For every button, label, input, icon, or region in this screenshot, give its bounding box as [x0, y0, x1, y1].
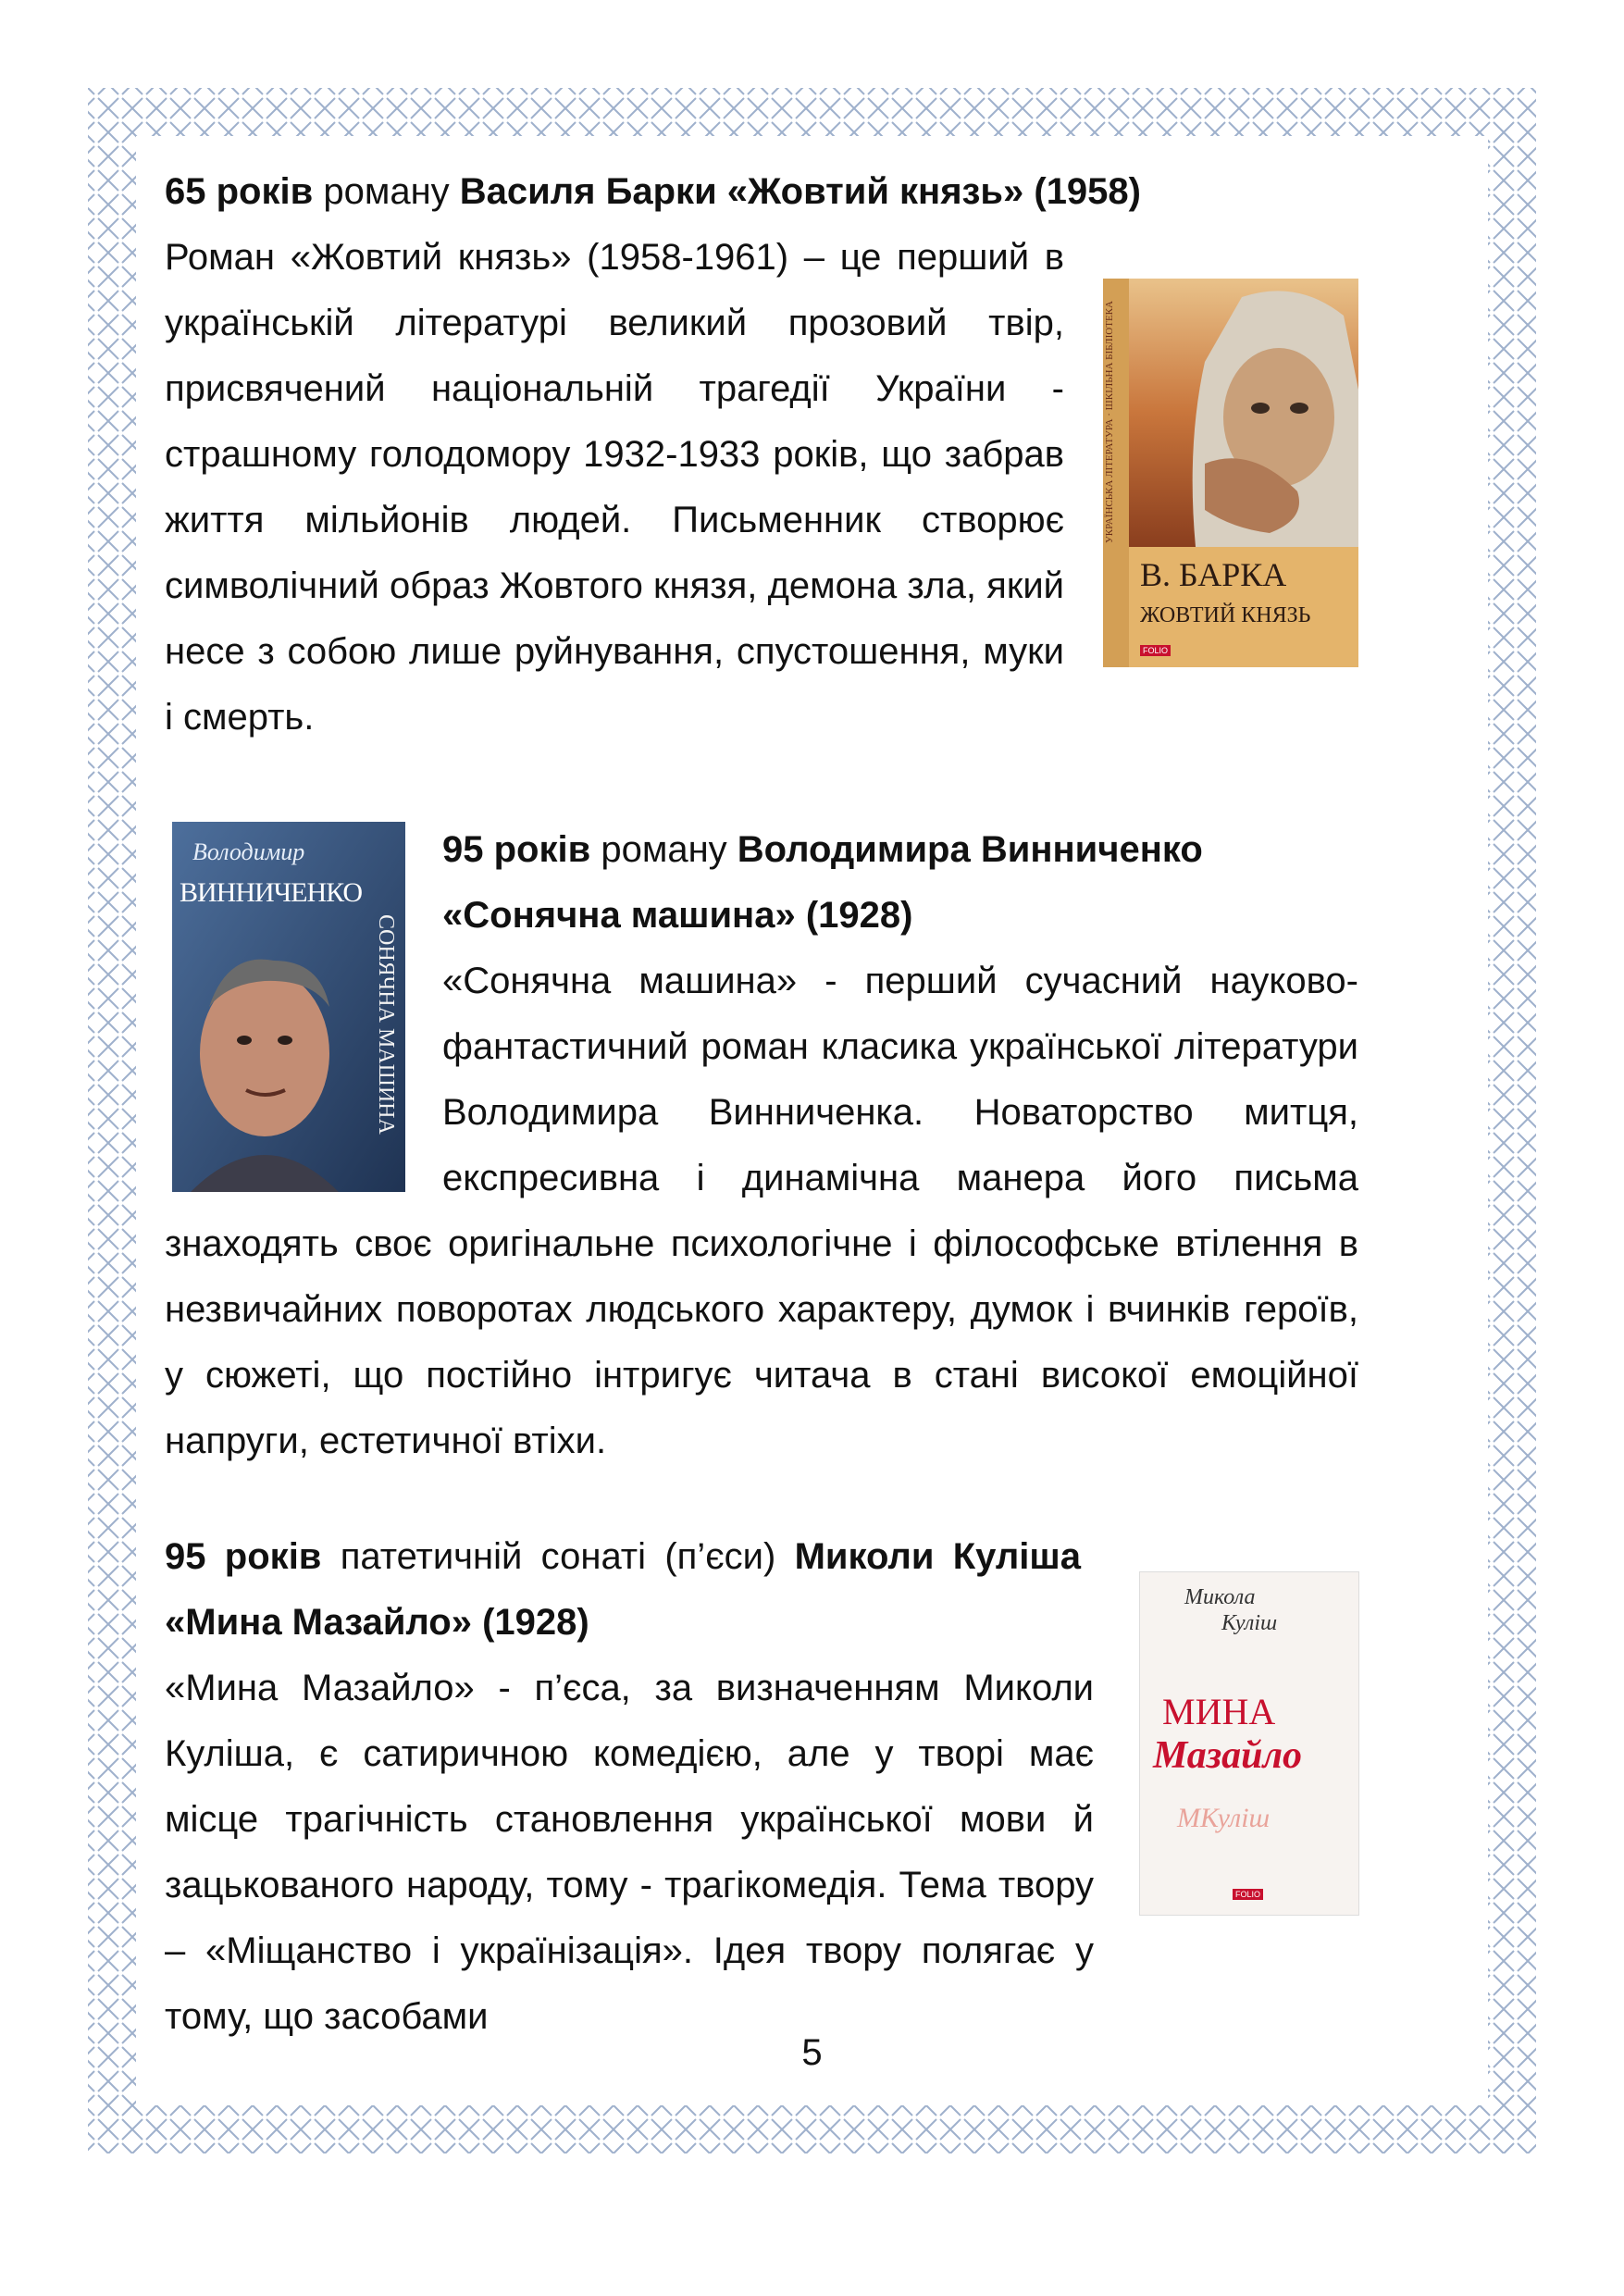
text-vynnychenko: «Сонячна машина» - перший сучасний науково-фантастичний роман класика української літератури Володимира Винниченка. Новаторство митця, експресивна і динамічна манера його письма знаходять своє оригінальне психологічне і філософське втілення в незвичайних поворотах людського характеру, думок і вчинків героїв, у сюжеті, що постійно інтригує читача в стані високої емоційної напруги, естетичної втіхи.: [165, 961, 1358, 1461]
section-vynnychenko: [442, 817, 1358, 949]
text-barka: Роман «Жовтий князь» (1958-1961) – це перший в українській літературі великий прозовий твір, присвячений національній трагедії України - страшному голодомору 1932-1933 років, що забрав життя мільйонів людей. Письменник створює символічний образ Жовтого князя, демона зла, який несе з собою лише руйнування, спустошення, муки і смерть.: [165, 237, 1064, 738]
body-vynnychenko: [165, 949, 1358, 1474]
body-barka: [165, 225, 1358, 751]
cover-first-name: Володимир: [192, 838, 305, 865]
heading-vynnychenko: 95 років роману Володимира Винниченко: [442, 829, 1203, 870]
cover-surname: ВИННИЧЕНКО: [180, 877, 363, 908]
book-cover-myna-mazailo: [1140, 1572, 1358, 1915]
cover-title: ЖОВТИЙ КНЯЗЬ: [1140, 603, 1311, 627]
publisher-logo: FOLIO: [1233, 1889, 1263, 1900]
cover-signature: МКуліш: [1177, 1803, 1271, 1833]
cover-title-line2: Мазайло: [1153, 1734, 1303, 1777]
cover-vertical-title: СОНЯЧНА МАШИНА: [374, 914, 398, 1135]
cover-author-line2: Куліш: [1221, 1611, 1278, 1635]
section-kulish: [165, 1524, 1081, 1656]
book-cover-zhovtyi-kniaz: [1103, 279, 1358, 667]
cover-author-line1: Микола: [1184, 1585, 1256, 1609]
section-barka: [165, 159, 1358, 225]
publisher-logo: FOLIO: [1140, 645, 1171, 656]
heading-kulish: 95 років патетичній сонаті (п’єси) Миколи Куліша «Мина Мазайло» (1928): [165, 1536, 1081, 1643]
page-number: 5: [801, 2032, 823, 2073]
cover-author: В. БАРКА: [1140, 556, 1287, 593]
heading-barka: 65 років роману Василя Барки «Жовтий князь» (1958): [165, 171, 1141, 212]
text-kulish: «Мина Мазайло» - п’єса, за визначенням Миколи Куліша, є сатиричною комедією, але у творі має місце трагічність становлення української мови й зацькованого народу, тому - трагікомедія. Тема твору – «Міщанство і українізація». Ідея твору полягає у тому, що засобами: [165, 1668, 1094, 2037]
title-vynnychenko: «Сонячна машина» (1928): [442, 895, 913, 936]
cover-title-line1: МИНА: [1162, 1691, 1276, 1732]
cover-spine-text: УКРАЇНСЬКА ЛІТЕРАТУРА · ШКІЛЬНА БІБЛІОТЕКА: [1104, 301, 1115, 543]
